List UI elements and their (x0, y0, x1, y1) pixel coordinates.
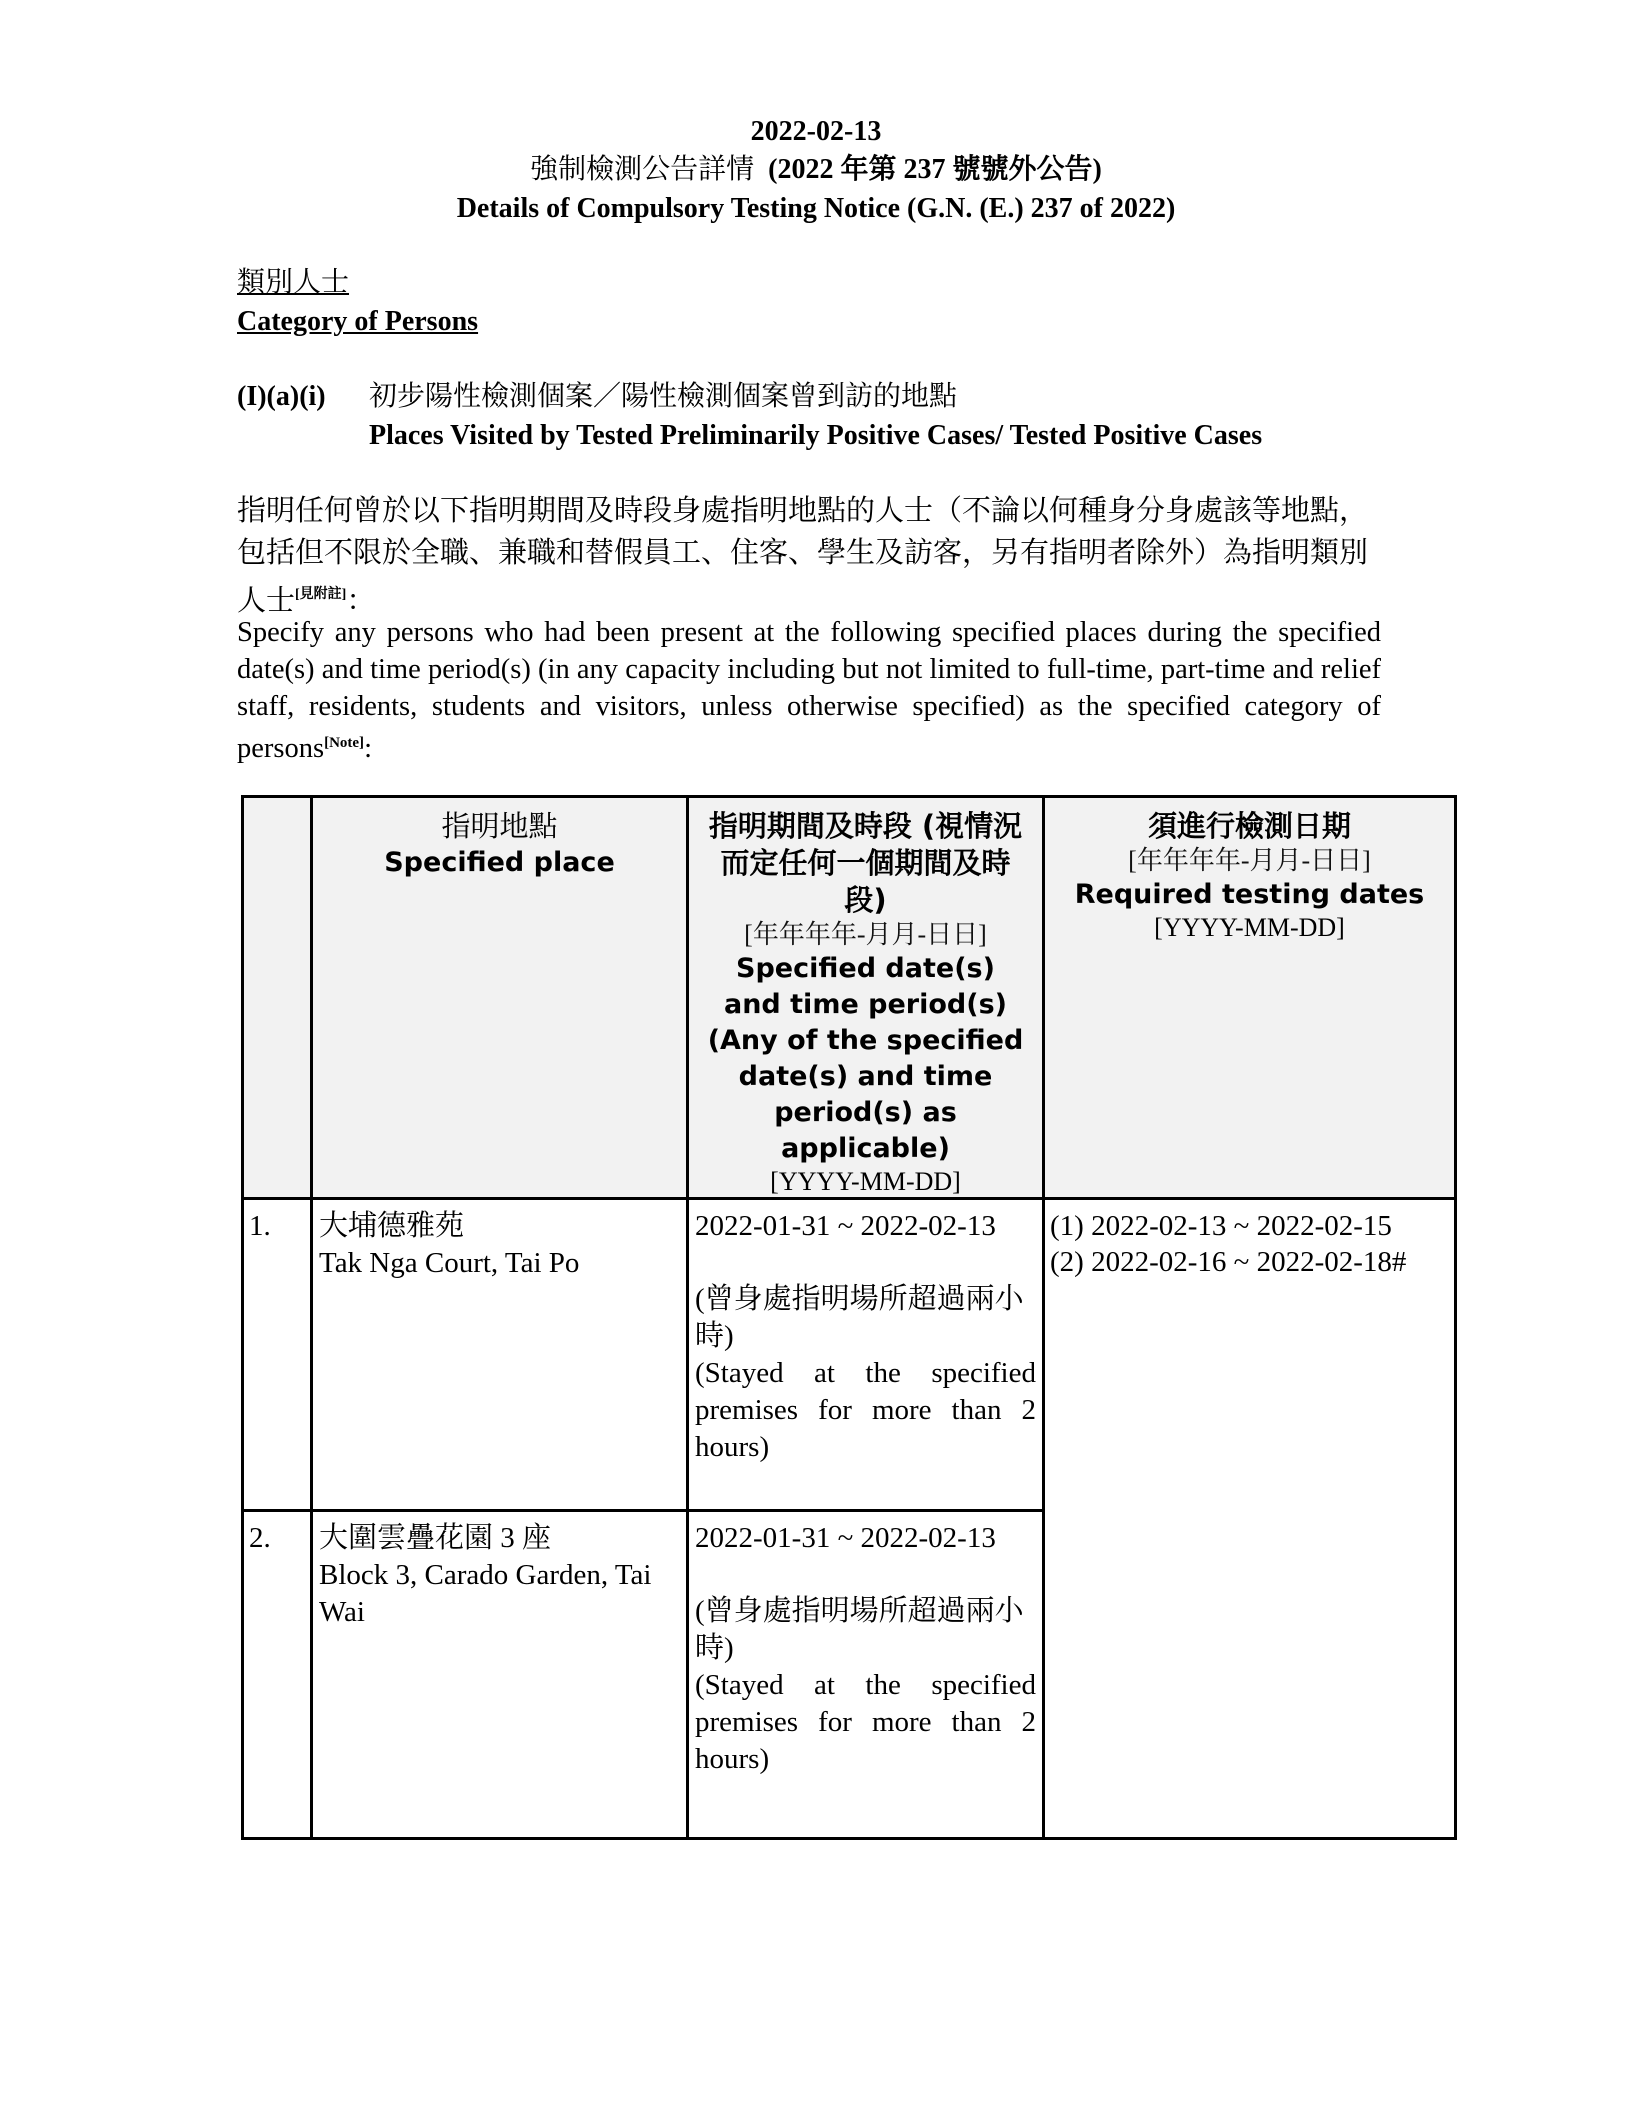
condition-en: (Stayed at the specified premises for more than 2 hours) (695, 1669, 1036, 1775)
section-number: (I)(a)(i) (237, 381, 326, 412)
category-heading-zh: 類別人士 (237, 267, 350, 298)
notice-title-zh-number: (2022 年第 237 號號外公告) (768, 154, 1102, 185)
place-name-en: Tak Nga Court, Tai Po (319, 1247, 580, 1279)
notice-title-zh (0, 151, 1632, 189)
section-title-en: Places Visited by Tested Preliminarily Positive Cases/ Tested Positive Cases (369, 420, 1263, 451)
note-reference-zh: [見附註] (295, 587, 347, 602)
section-title-zh: 初步陽性檢測個案／陽性檢測個案曾到訪的地點 (369, 381, 958, 412)
place-name-zh: 大埔德雅苑 (319, 1210, 465, 1242)
note-reference-en: [Note] (324, 735, 365, 751)
row-number: 2. (249, 1522, 271, 1554)
column-header-testing-dates-en: Required testing dates (1074, 879, 1425, 910)
table-row (243, 1199, 1456, 1511)
column-header-testing-dates-format-zh: [年年年年-月月-日日] (1128, 846, 1371, 875)
places-table (241, 795, 1457, 1840)
column-header-testing-dates-format-en: [YYYY-MM-DD] (1154, 913, 1345, 942)
description-zh-end: ： (346, 585, 376, 617)
column-header-period (688, 797, 1044, 1199)
table-header-row (243, 797, 1456, 1199)
condition-en: (Stayed at the specified premises for more than 2 hours) (695, 1357, 1036, 1463)
column-header-number (243, 797, 312, 1199)
column-header-place-en: Specified place (384, 847, 615, 878)
column-header-period-en: Specified date(s) and time period(s) (Any of the specified date(s) and time period(s) as applicable) (707, 953, 1024, 1164)
description-en (237, 614, 1381, 767)
column-header-period-format-en: [YYYY-MM-DD] (770, 1167, 961, 1196)
description-zh (237, 490, 1387, 622)
column-header-place (312, 797, 688, 1199)
description-en-end: : (364, 733, 372, 764)
column-header-place-zh: 指明地點 (441, 809, 558, 843)
specified-period: 2022-01-31 ~ 2022-02-13 (695, 1210, 996, 1242)
condition-zh: (曾身處指明場所超過兩小時) (695, 1595, 1024, 1664)
notice-title-en: Details of Compulsory Testing Notice (G.N. (E.) 237 of 2022) (456, 193, 1176, 224)
place-name-en: Block 3, Carado Garden, Tai Wai (319, 1559, 652, 1628)
place-name-zh: 大圍雲疊花園 3 座 (319, 1522, 552, 1554)
notice-date: 2022-02-13 (750, 116, 882, 147)
description-en-text: Specify any persons who had been present at the following specified places during the specified date(s) and time period(s) (in any capacity including but not limited to full-time, part-time and relief staff, residents, students and visitors, unless otherwise specified) as the specified category of persons (237, 617, 1381, 764)
testing-date-range: (1) 2022-02-13 ~ 2022-02-15 (1050, 1210, 1392, 1242)
condition-zh: (曾身處指明場所超過兩小時) (695, 1283, 1024, 1352)
testing-date-range: (2) 2022-02-16 ~ 2022-02-18# (1050, 1246, 1407, 1278)
notice-title-zh-prefix: 強制檢測公告詳情 (530, 154, 755, 185)
description-zh-text: 指明任何曾於以下指明期間及時段身處指明地點的人士（不論以何種身分身處該等地點，包括但不限於全職、兼職和替假員工、住客、學生及訪客，另有指明者除外）為指明類別人士 (237, 495, 1369, 617)
column-header-period-zh: 指明期間及時段 (視情況而定任何一個期間及時段) (708, 809, 1023, 917)
row-number: 1. (249, 1210, 271, 1242)
specified-period: 2022-01-31 ~ 2022-02-13 (695, 1522, 996, 1554)
required-testing-dates (1045, 1200, 1454, 1280)
column-header-period-format-zh: [年年年年-月月-日日] (744, 920, 987, 949)
category-heading-en: Category of Persons (237, 306, 479, 337)
column-header-testing-dates (1044, 797, 1456, 1199)
column-header-testing-dates-zh: 須進行檢測日期 (1147, 809, 1351, 843)
